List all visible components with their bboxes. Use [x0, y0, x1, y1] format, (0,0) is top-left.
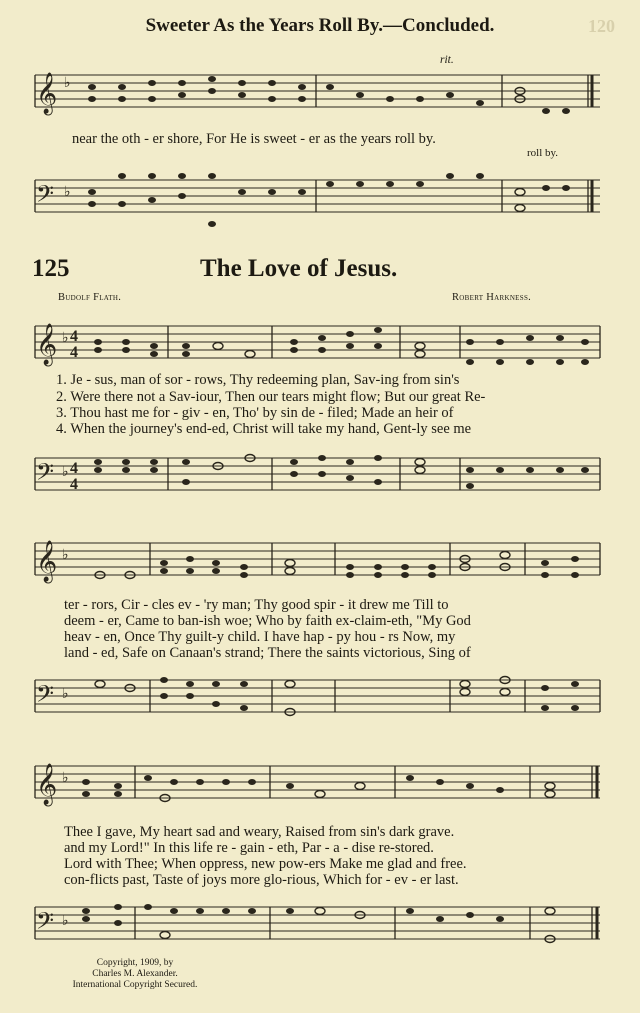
system2-bass-staff — [0, 670, 640, 730]
system3-verse4: con-flicts past, Taste of joys more glo-rious, Which for - ev - er last. — [64, 872, 459, 888]
system3-treble-staff — [0, 758, 640, 818]
top-bass-note: roll by. — [527, 147, 559, 159]
svg-text:♭: ♭ — [62, 914, 69, 929]
svg-text:𝄞: 𝄞 — [36, 73, 58, 114]
svg-text:♭: ♭ — [62, 687, 69, 702]
svg-text:♭: ♭ — [62, 548, 69, 563]
svg-text:𝄢: 𝄢 — [36, 680, 55, 713]
svg-text:𝄞: 𝄞 — [36, 541, 58, 582]
composer-credit: Robert Harkness. — [452, 292, 532, 303]
copyright-line-3: International Copyright Secured. — [72, 980, 198, 990]
svg-text:4: 4 — [70, 344, 78, 361]
top-lyric-line: near the oth - er shore, For He is sweet - er as the years roll by. — [72, 131, 436, 147]
continued-hymn-title: Sweeter As the Years Roll By.—Concluded. — [145, 15, 495, 36]
svg-text:♭: ♭ — [62, 771, 69, 786]
top-treble-staff — [0, 65, 640, 135]
copyright-notice — [0, 958, 270, 991]
system3-bass-staff — [0, 897, 640, 957]
system3-verse3: Lord with Thee; When oppress, new pow-ers Make me glad and free. — [64, 856, 467, 872]
svg-text:𝄢: 𝄢 — [36, 180, 55, 213]
copyright-line-1: Copyright, 1909, by — [96, 958, 174, 968]
page-number: 120 — [588, 16, 615, 36]
top-bass-staff — [0, 168, 640, 238]
svg-text:4: 4 — [70, 460, 78, 477]
system3-verse1: Thee I gave, My heart sad and weary, Raised from sin's dark grave. — [64, 824, 455, 840]
system3-verse2: and my Lord!" In this life re - gain - eth, Par - a - dise re-stored. — [64, 840, 434, 856]
svg-text:4: 4 — [70, 328, 78, 345]
lyricist-credit: Budolf Flath. — [58, 292, 122, 303]
tempo-marking: rit. — [440, 54, 454, 66]
svg-text:4: 4 — [70, 476, 78, 493]
hymn-title: The Love of Jesus. — [200, 255, 398, 282]
system2-verse2: deem - er, Came to ban-ish woe; Who by faith ex-claim-eth, "My God — [64, 613, 471, 629]
system2-treble-staff — [0, 535, 640, 595]
system1-verse1: 1. Je - sus, man of sor - rows, Thy redeeming plan, Sav-ing from sin's — [56, 372, 460, 388]
svg-text:♭: ♭ — [64, 76, 71, 91]
system2-verse3: heav - en, Once Thy guilt-y child. I have hap - py hou - rs Now, my — [64, 629, 456, 645]
svg-text:♭: ♭ — [62, 331, 69, 346]
system1-bass-staff — [0, 448, 640, 508]
system1-verse3: 3. Thou hast me for - giv - en, Tho' by sin de - filed; Made an heir of — [56, 405, 454, 421]
svg-text:𝄞: 𝄞 — [36, 764, 58, 805]
hymn-number: 125 — [32, 255, 70, 282]
system1-verse4: 4. When the journey's end-ed, Christ will take my hand, Gent-ly see me — [56, 421, 472, 437]
svg-text:𝄢: 𝄢 — [36, 458, 55, 491]
system1-treble-staff — [0, 318, 640, 378]
svg-text:♭: ♭ — [62, 465, 69, 480]
svg-text:♭: ♭ — [64, 185, 71, 200]
system2-verse1: ter - rors, Cir - cles ev - 'ry man; Thy good spir - it drew me Till to — [64, 597, 449, 613]
svg-text:𝄢: 𝄢 — [36, 907, 55, 940]
system2-verse4: land - ed, Safe on Canaan's strand; There the saints victorious, Sing of — [64, 645, 471, 661]
svg-text:𝄞: 𝄞 — [36, 324, 58, 365]
copyright-line-2: Charles M. Alexander. — [92, 969, 178, 979]
system1-verse2: 2. Were there not a Sav-iour, Then our tears might flow; But our great Re- — [56, 389, 486, 405]
